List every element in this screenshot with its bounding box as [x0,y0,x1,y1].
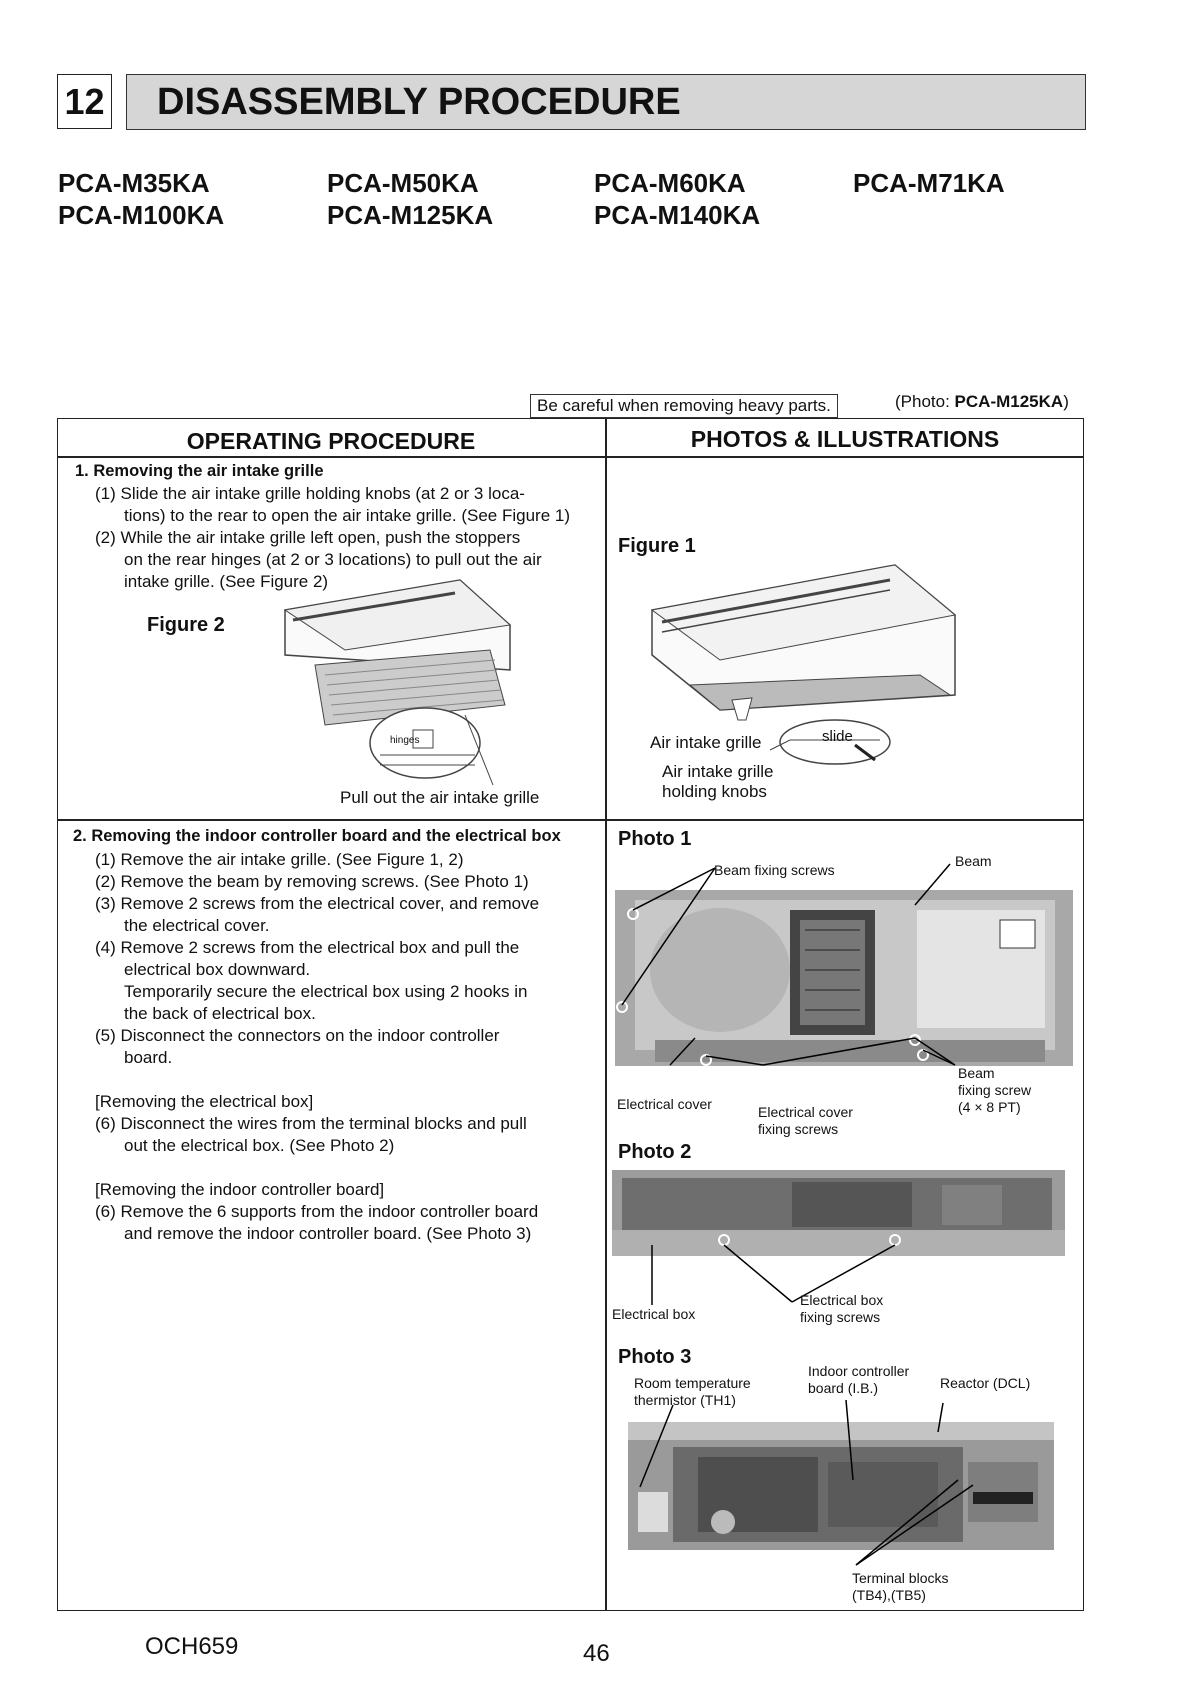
step2-line: (4) Remove 2 screws from the electrical box and pull the [95,938,520,957]
step2-sub2-title: [Removing the indoor controller board] [95,1180,385,1199]
photo1-leader-lines [615,860,1075,1090]
photo3-reactor: Reactor (DCL) [940,1375,1031,1391]
step2-line: (3) Remove 2 screws from the electrical cover, and remove [95,894,540,913]
step2-line: the back of electrical box. [124,1004,316,1023]
caution-note: Be careful when removing heavy parts. [530,394,838,418]
step2-line: board. [124,1048,173,1067]
right-column-header: PHOTOS & ILLUSTRATIONS [690,426,1000,452]
step1-line: on the rear hinges (at 2 or 3 locations) to pull out the air [124,550,542,569]
photo1-beam-screw-1: Beam [958,1065,995,1081]
step2-sub1-title: [Removing the electrical box] [95,1092,314,1111]
left-column-header: OPERATING PROCEDURE [186,428,476,454]
photo-note-prefix: (Photo: [895,392,955,411]
model-5: PCA-M100KA [58,200,225,230]
photo1-label: Photo 1 [618,828,692,850]
step1-line: intake grille. (See Figure 2) [124,572,329,591]
model-2: PCA-M50KA [327,168,479,198]
photo3-th1-line1: Room temperature [634,1375,751,1391]
page-number: 46 [583,1640,610,1667]
photo1-beam-screw-3: (4 × 8 PT) [958,1099,1021,1115]
photo3-tb-line2: (TB4),(TB5) [852,1587,926,1603]
photo3-ib-line2: board (I.B.) [808,1380,879,1396]
model-6: PCA-M125KA [327,200,494,230]
photo3-leader-lines [628,1395,1058,1585]
step2-line: Temporarily secure the electrical box using 2 hooks in [124,982,528,1001]
table-header-divider [57,456,1084,458]
figure1-air-intake-grille: Air intake grille [650,733,762,752]
step2-sub2-line: (6) Remove the 6 supports from the indoor controller board [95,1202,539,1221]
photo2-electrical-box: Electrical box [612,1306,696,1322]
figure2-label: Figure 2 [147,614,225,636]
photo3-label: Photo 3 [618,1346,692,1368]
model-1: PCA-M35KA [58,168,210,198]
model-3: PCA-M60KA [594,168,746,198]
step1-title: 1. Removing the air intake grille [75,462,324,480]
photo1-ec-screws-1: Electrical cover [758,1104,853,1120]
photo1-beam-fixing-screws: Beam fixing screws [714,862,835,878]
document-code: OCH659 [145,1633,239,1660]
photo1-beam: Beam [955,853,992,869]
figure2-caption: Pull out the air intake grille [340,788,540,807]
step2-line: the electrical cover. [124,916,270,935]
photo3-ib-line1: Indoor controller [808,1363,910,1379]
photo2-label: Photo 2 [618,1141,692,1163]
photo1-ec-screws-2: fixing screws [758,1121,839,1137]
step2-line: (2) Remove the beam by removing screws. (See Photo 1) [95,872,529,891]
figure1-label: Figure 1 [618,535,696,557]
photo-note-suffix: ) [1063,392,1069,411]
step2-title: 2. Removing the indoor controller board and the electrical box [73,827,561,845]
photo1-beam-screw-2: fixing screw [958,1082,1032,1098]
step2-sub2-line: and remove the indoor controller board. (See Photo 3) [124,1224,532,1243]
step1-line: (2) While the air intake grille left open, push the stoppers [95,528,521,547]
table-row-divider [57,819,1084,821]
figure1-slide-label: slide [822,728,853,745]
table-column-divider [605,418,607,1611]
photo2-eb-screws-1: Electrical box [800,1292,884,1308]
step1-line: (1) Slide the air intake grille holding knobs (at 2 or 3 loca- [95,484,525,503]
section-title: DISASSEMBLY PROCEDURE [126,74,1086,130]
figure1-knobs-line1: Air intake grille [662,762,774,781]
section-number: 12 [57,74,112,129]
model-4: PCA-M71KA [853,168,1005,198]
step2-sub1-line: out the electrical box. (See Photo 2) [124,1136,395,1155]
photo1-electrical-cover: Electrical cover [617,1096,712,1112]
photo3-tb-line1: Terminal blocks [852,1570,949,1586]
step1-line: tions) to the rear to open the air intake grille. (See Figure 1) [124,506,571,525]
step2-line: electrical box downward. [124,960,311,979]
step2-line: (1) Remove the air intake grille. (See Figure 1, 2) [95,850,464,869]
photo-note-model: PCA-M125KA [954,392,1064,411]
photo2-eb-screws-2: fixing screws [800,1309,881,1325]
photo-model-note [895,392,1069,412]
step2-sub1-line: (6) Disconnect the wires from the terminal blocks and pull [95,1114,527,1133]
step2-line: (5) Disconnect the connectors on the indoor controller [95,1026,500,1045]
figure2-hinges-label: hinges [390,735,420,746]
photo3-th1-line2: thermistor (TH1) [634,1392,736,1408]
model-7: PCA-M140KA [594,200,761,230]
figure2-illustration [285,575,525,790]
figure1-knobs-line2: holding knobs [662,782,767,801]
